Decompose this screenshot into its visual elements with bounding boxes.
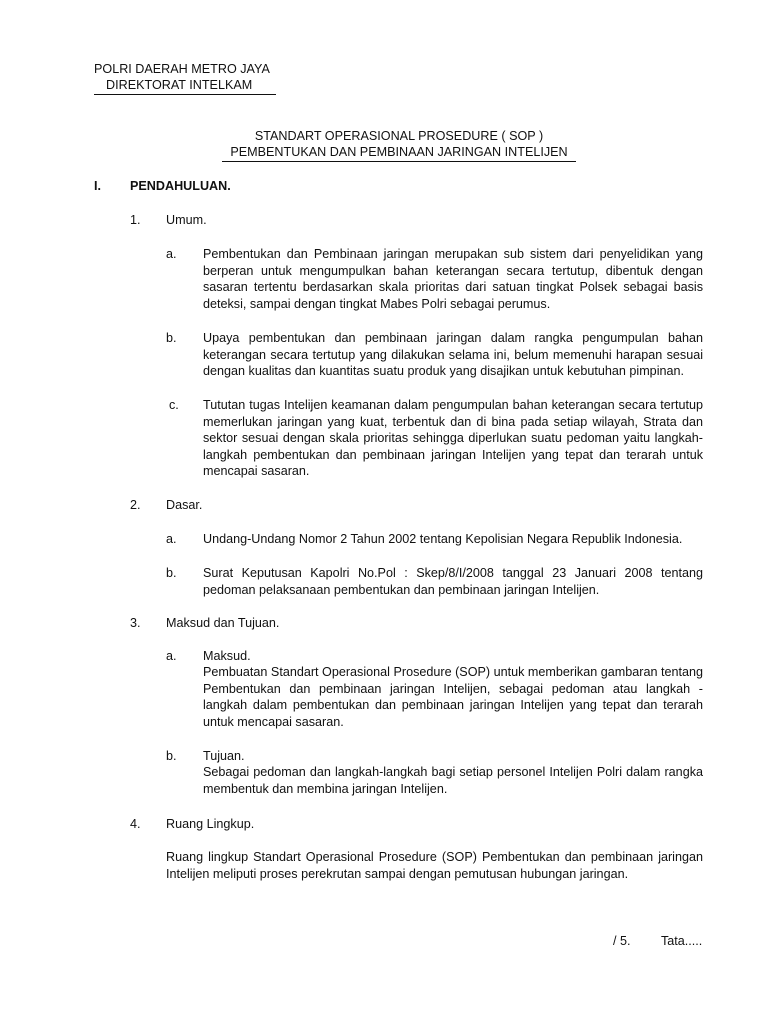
item-1a-text: Pembentukan dan Pembinaan jaringan merupakan sub sistem dari penyelidikan yang berperan untuk mengumpulkan bahan keterangan secara tertutup, dibentuk dengan sasaran tertentu berdasarkan skala prioritas dari satuan tingkat Polsek sebagai basis deteksi, sampai dengan tingkat Mabes Polri sebagai perumus. xyxy=(203,247,703,311)
item-3b-label: Tujuan. xyxy=(203,749,245,763)
title-line-2: PEMBENTUKAN DAN PEMBINAAN JARINGAN INTELIJEN xyxy=(222,144,576,162)
item-3-label: Maksud dan Tujuan. xyxy=(166,616,280,630)
item-2b-marker: b. xyxy=(166,566,177,580)
item-1-label: Umum. xyxy=(166,213,207,227)
header-org: POLRI DAERAH METRO JAYA xyxy=(94,62,270,76)
item-4-number: 4. xyxy=(130,817,141,831)
item-1a-marker: a. xyxy=(166,247,177,261)
section-number: I. xyxy=(94,179,101,193)
item-4-label: Ruang Lingkup. xyxy=(166,817,255,831)
continuation-word: Tata..... xyxy=(661,934,703,948)
section-heading: PENDAHULUAN. xyxy=(130,179,231,193)
item-3a-marker: a. xyxy=(166,649,177,663)
item-1b-marker: b. xyxy=(166,331,177,345)
item-2a-text: Undang-Undang Nomor 2 Tahun 2002 tentang Kepolisian Negara Republik Indonesia. xyxy=(203,532,683,546)
item-3b-marker: b. xyxy=(166,749,177,763)
item-4-text: Ruang lingkup Standart Operasional Prosedure (SOP) Pembentukan dan pembinaan jaringan Intelijen meliputi proses perekrutan sampai dengan pemutusan hubungan jaringan. xyxy=(166,850,703,881)
page-indicator: / 5. xyxy=(613,934,631,948)
item-2-number: 2. xyxy=(130,498,141,512)
item-2b-text: Surat Keputusan Kapolri No.Pol : Skep/8/I/2008 tanggal 23 Januari 2008 tentang pedoman pelaksanaan pembentukan dan pembinaan jaringan Intelijen. xyxy=(203,566,703,597)
item-3a-text: Pembuatan Standart Operasional Prosedure (SOP) untuk memberikan gambaran tentang Pembentukan dan pembinaan jaringan Intelijen, sebagai pedoman atau langkah - langkah dalam pembentukan dan pembinaan jaringan Intelijen yang tepat dan terarah untuk mencapai sasaran. xyxy=(203,665,703,729)
item-2-label: Dasar. xyxy=(166,498,203,512)
item-3a-label: Maksud. xyxy=(203,649,251,663)
header-directorate: DIREKTORAT INTELKAM xyxy=(94,77,276,95)
title-line-1: STANDART OPERASIONAL PROSEDURE ( SOP ) xyxy=(254,129,544,143)
item-3b-text: Sebagai pedoman dan langkah-langkah bagi setiap personel Intelijen Polri dalam rangka membentuk dan membina jaringan Intelijen. xyxy=(203,765,703,796)
item-1c-marker: c. xyxy=(169,398,179,412)
item-2a-marker: a. xyxy=(166,532,177,546)
item-1b-text: Upaya pembentukan dan pembinaan jaringan dalam rangka pengumpulan bahan keterangan secara tertutup yang dilakukan selama ini, belum memenuhi harapan sesuai dengan kualitas dan kuantitas suatu produk yang disajikan untuk kebutuhan pimpinan. xyxy=(203,331,703,379)
item-3-number: 3. xyxy=(130,616,141,630)
item-1-number: 1. xyxy=(130,213,141,227)
item-1c-text: Tututan tugas Intelijen keamanan dalam pengumpulan bahan keterangan secara tertutup memerlukan jaringan yang kuat, terbentuk dan di bina pada setiap wilayah, Strata dan sektor sesuai dengan skala prioritas sehingga diperlukan suatu pedoman yaitu langkah-langkah pembentukan dan pembinaan jaringan Intelijen yang tepat dan terarah untuk mencapai sasaran. xyxy=(203,398,703,479)
